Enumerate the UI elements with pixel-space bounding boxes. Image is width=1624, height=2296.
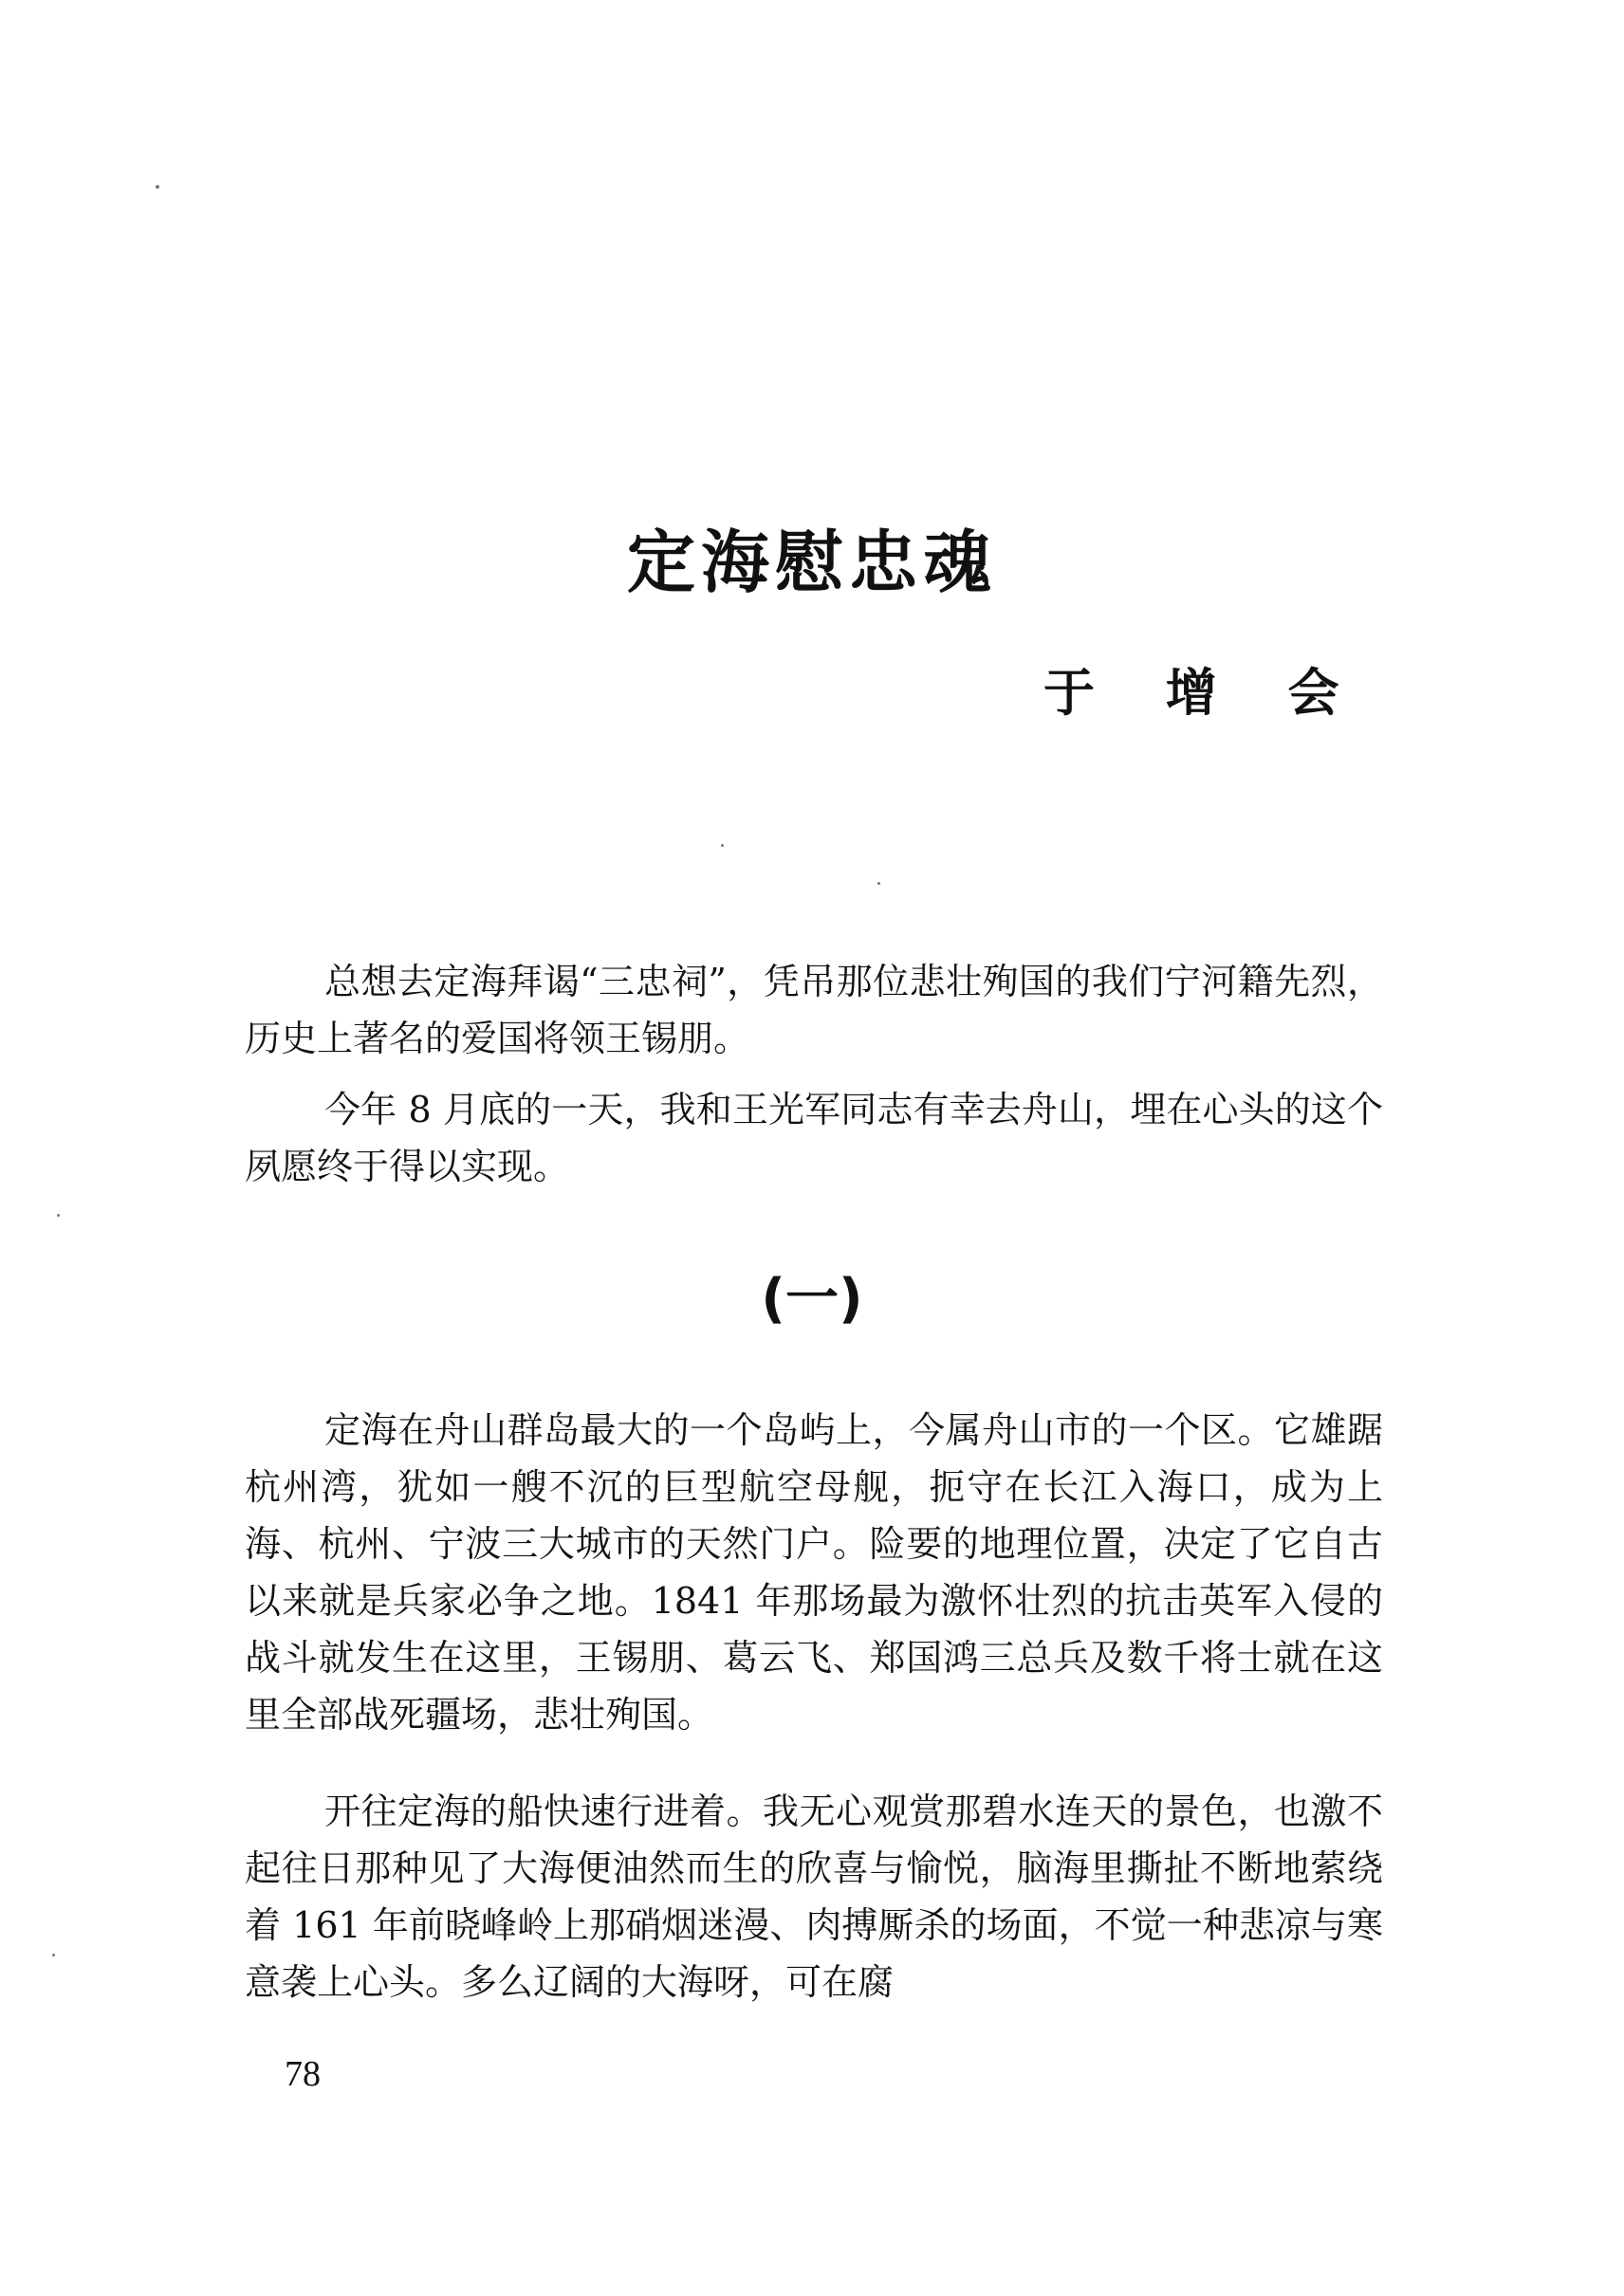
scan-speck — [52, 1954, 55, 1956]
article-title: 定海慰忠魂 — [626, 522, 997, 603]
scan-speck — [877, 882, 880, 885]
author-name: 于 增 会 — [1043, 662, 1366, 723]
scan-speck — [721, 844, 724, 847]
scan-speck — [156, 185, 159, 189]
intro-paragraph-1: 总想去定海拜谒“三忠祠”，凭吊那位悲壮殉国的我们宁河籍先烈，历史上著名的爱国将领王锡朋。 — [245, 961, 1383, 1059]
section-paragraph-2: 开往定海的船快速行进着。我无心观赏那碧水连天的景色，也激不起往日那种见了大海便油然而生的欣喜与愉悦，脑海里撕扯不断地萦绕着 161 年前晓峰岭上那硝烟迷漫、肉搏厮杀的场面，不觉一种悲凉与寒意袭上心头。多么辽阔的大海呀，可在腐 — [245, 1791, 1383, 2003]
section-paragraph-1: 定海在舟山群岛最大的一个岛屿上，今属舟山市的一个区。它雄踞杭州湾，犹如一艘不沉的巨型航空母舰，扼守在长江入海口，成为上海、杭州、宁波三大城市的天然门户。险要的地理位置，决定了它自古以来就是兵家必争之地。1841 年那场最为激怀壮烈的抗击英军入侵的战斗就发生在这里，王锡朋、葛云飞、郑国鸿三总兵及数千将士就在这里全部战死疆场，悲壮殉国。 — [245, 1409, 1383, 1736]
page-number: 78 — [285, 2054, 321, 2094]
scan-speck — [57, 1214, 60, 1217]
section-heading: (一) — [761, 1268, 863, 1330]
intro-paragraph-2: 今年 8 月底的一天，我和王光军同志有幸去舟山，埋在心头的这个夙愿终于得以实现。 — [245, 1089, 1383, 1187]
